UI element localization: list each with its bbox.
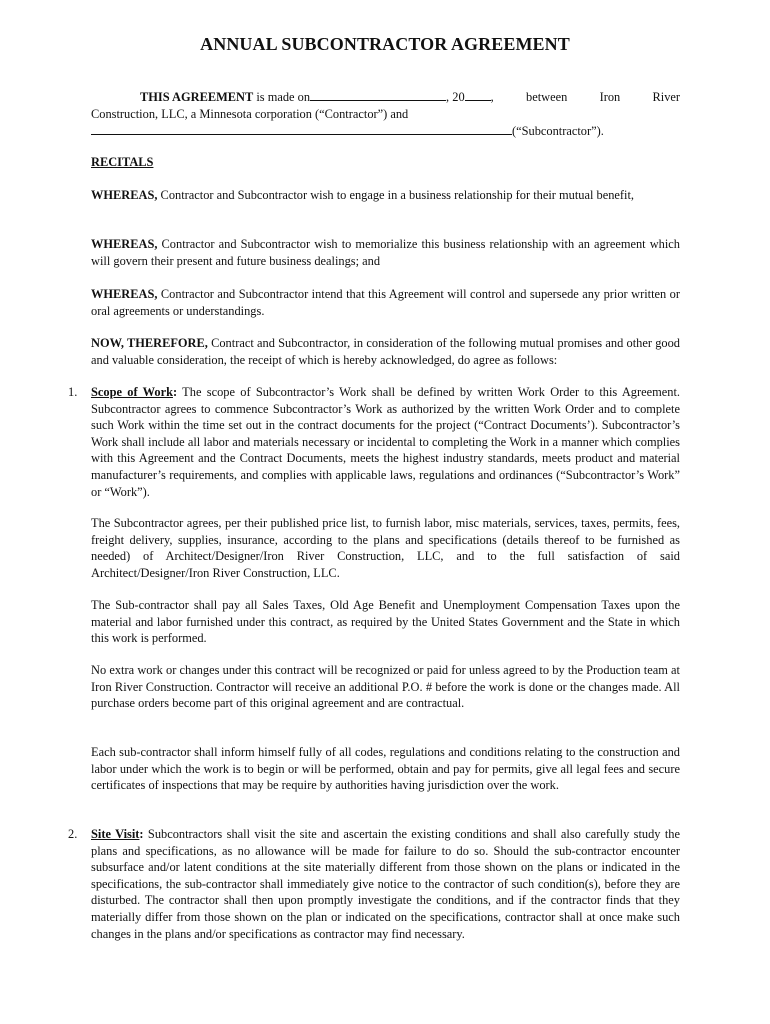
opening-paragraph bbox=[91, 88, 680, 140]
section-1-paragraph-4: No extra work or changes under this contract will be recognized or paid for unless agreed to by the Production team at Iron River Construction. Contractor will receive an additional P.O. # before the work is done or the changes made. All purchase orders become part of this original agreement and are contractual. bbox=[91, 663, 680, 711]
recital-3: WHEREAS, Contractor and Subcontractor intend that this Agreement will control and supersede any prior written or oral agreements or understandings. bbox=[91, 287, 680, 318]
recitals-heading: RECITALS bbox=[91, 155, 154, 169]
section-1-number: 1. bbox=[68, 385, 78, 399]
section-1-heading: Scope of Work bbox=[91, 385, 173, 399]
section-1-paragraph-3: The Sub-contractor shall pay all Sales Taxes, Old Age Benefit and Unemployment Compensation Taxes upon the material and labor furnished under this contract, as required by the United States Government and the State in which this work is performed. bbox=[91, 598, 680, 646]
recital-1: WHEREAS, Contractor and Subcontractor wish to engage in a business relationship for their mutual benefit, bbox=[91, 188, 635, 202]
year-comma: , bbox=[490, 90, 494, 104]
section-1-paragraph-2: The Subcontractor agrees, per their published price list, to furnish labor, misc materials, services, taxes, permits, fees, freight delivery, supplies, insurance, according to the plans and specifications (details thereof to be furnished as needed) of Architect/Designer/Iron River Construction, LLC, and to the full satisfaction of said Architect/Designer/Iron River Construction, LLC. bbox=[91, 516, 680, 580]
opening-line-3 bbox=[91, 122, 680, 140]
now-therefore-clause: NOW, THEREFORE, Contract and Subcontractor, in consideration of the following mutual promises and other good and valuable consideration, the receipt of which is hereby acknowledged, do agree as follows: bbox=[91, 336, 680, 367]
agreement-lead: THIS AGREEMENT is made on bbox=[140, 90, 311, 104]
section-2-heading: Site Visit bbox=[91, 827, 140, 841]
river-word: River bbox=[652, 90, 681, 104]
recital-2: WHEREAS, Contractor and Subcontractor wish to memorialize this business relationship with an agreement which will govern their present and future business dealings; and bbox=[91, 237, 680, 268]
opening-line-1 bbox=[91, 88, 680, 106]
opening-line-2: Construction, LLC, a Minnesota corporation (“Contractor”) and bbox=[91, 106, 409, 121]
section-2-paragraph-1: Site Visit: Subcontractors shall visit the site and ascertain the existing conditions and shall also carefully study the plans and specifications, as no allowance will be made for failure to do so. Should the sub-contractor encounter subsurface and/or latent conditions at the site materially different from those shown on the plans or indicated in the specifications, the sub-contractor shall immediately give notice to the contractor of such condition(s), before they are disturbed. The contractor shall then upon promptly investigate the conditions, and if the contractor finds that they materially differ from those shown on the plan or indicated on the specifications, contractor shall at once make such changes in the plans and/or specifications as contractor may find necessary. bbox=[91, 827, 680, 941]
date-blank[interactable] bbox=[310, 88, 446, 101]
document-title: ANNUAL SUBCONTRACTOR AGREEMENT bbox=[200, 34, 570, 54]
between-word: between bbox=[526, 90, 568, 104]
year-blank[interactable] bbox=[465, 88, 491, 101]
section-1-paragraph-5: Each sub-contractor shall inform himself fully of all codes, regulations and conditions relating to the construction and labor under which the work is to begin or will be performed, obtain and pay for permits, give all legal fees and secure certificates of inspections that may be require by authorities having jurisdiction over the work. bbox=[91, 745, 680, 793]
iron-word: Iron bbox=[599, 90, 621, 104]
subcontractor-name-blank[interactable] bbox=[91, 122, 512, 135]
subcontractor-label: (“Subcontractor”). bbox=[512, 124, 604, 139]
year-prefix: , 20 bbox=[446, 90, 465, 104]
section-2-number: 2. bbox=[68, 827, 78, 841]
section-1-paragraph-1: Scope of Work: The scope of Subcontractor’s Work shall be defined by written Work Order to this Agreement. Subcontractor agrees to commence Subcontractor’s Work as authorized by the written Work Order and to complete such Work within the time set out in the contract documents for the project (“Contract Documents’). Subcontractor’s Work shall include all labor and materials necessary or incidental to completing the Work in a manner which complies with this Agreement and the Contract Documents, meets the highest industry standards, meets product and material manufacturer’s requirements, and complies with applicable laws, regulations and ordinances (“Subcontractor’s Work” or “Work”). bbox=[91, 385, 681, 499]
